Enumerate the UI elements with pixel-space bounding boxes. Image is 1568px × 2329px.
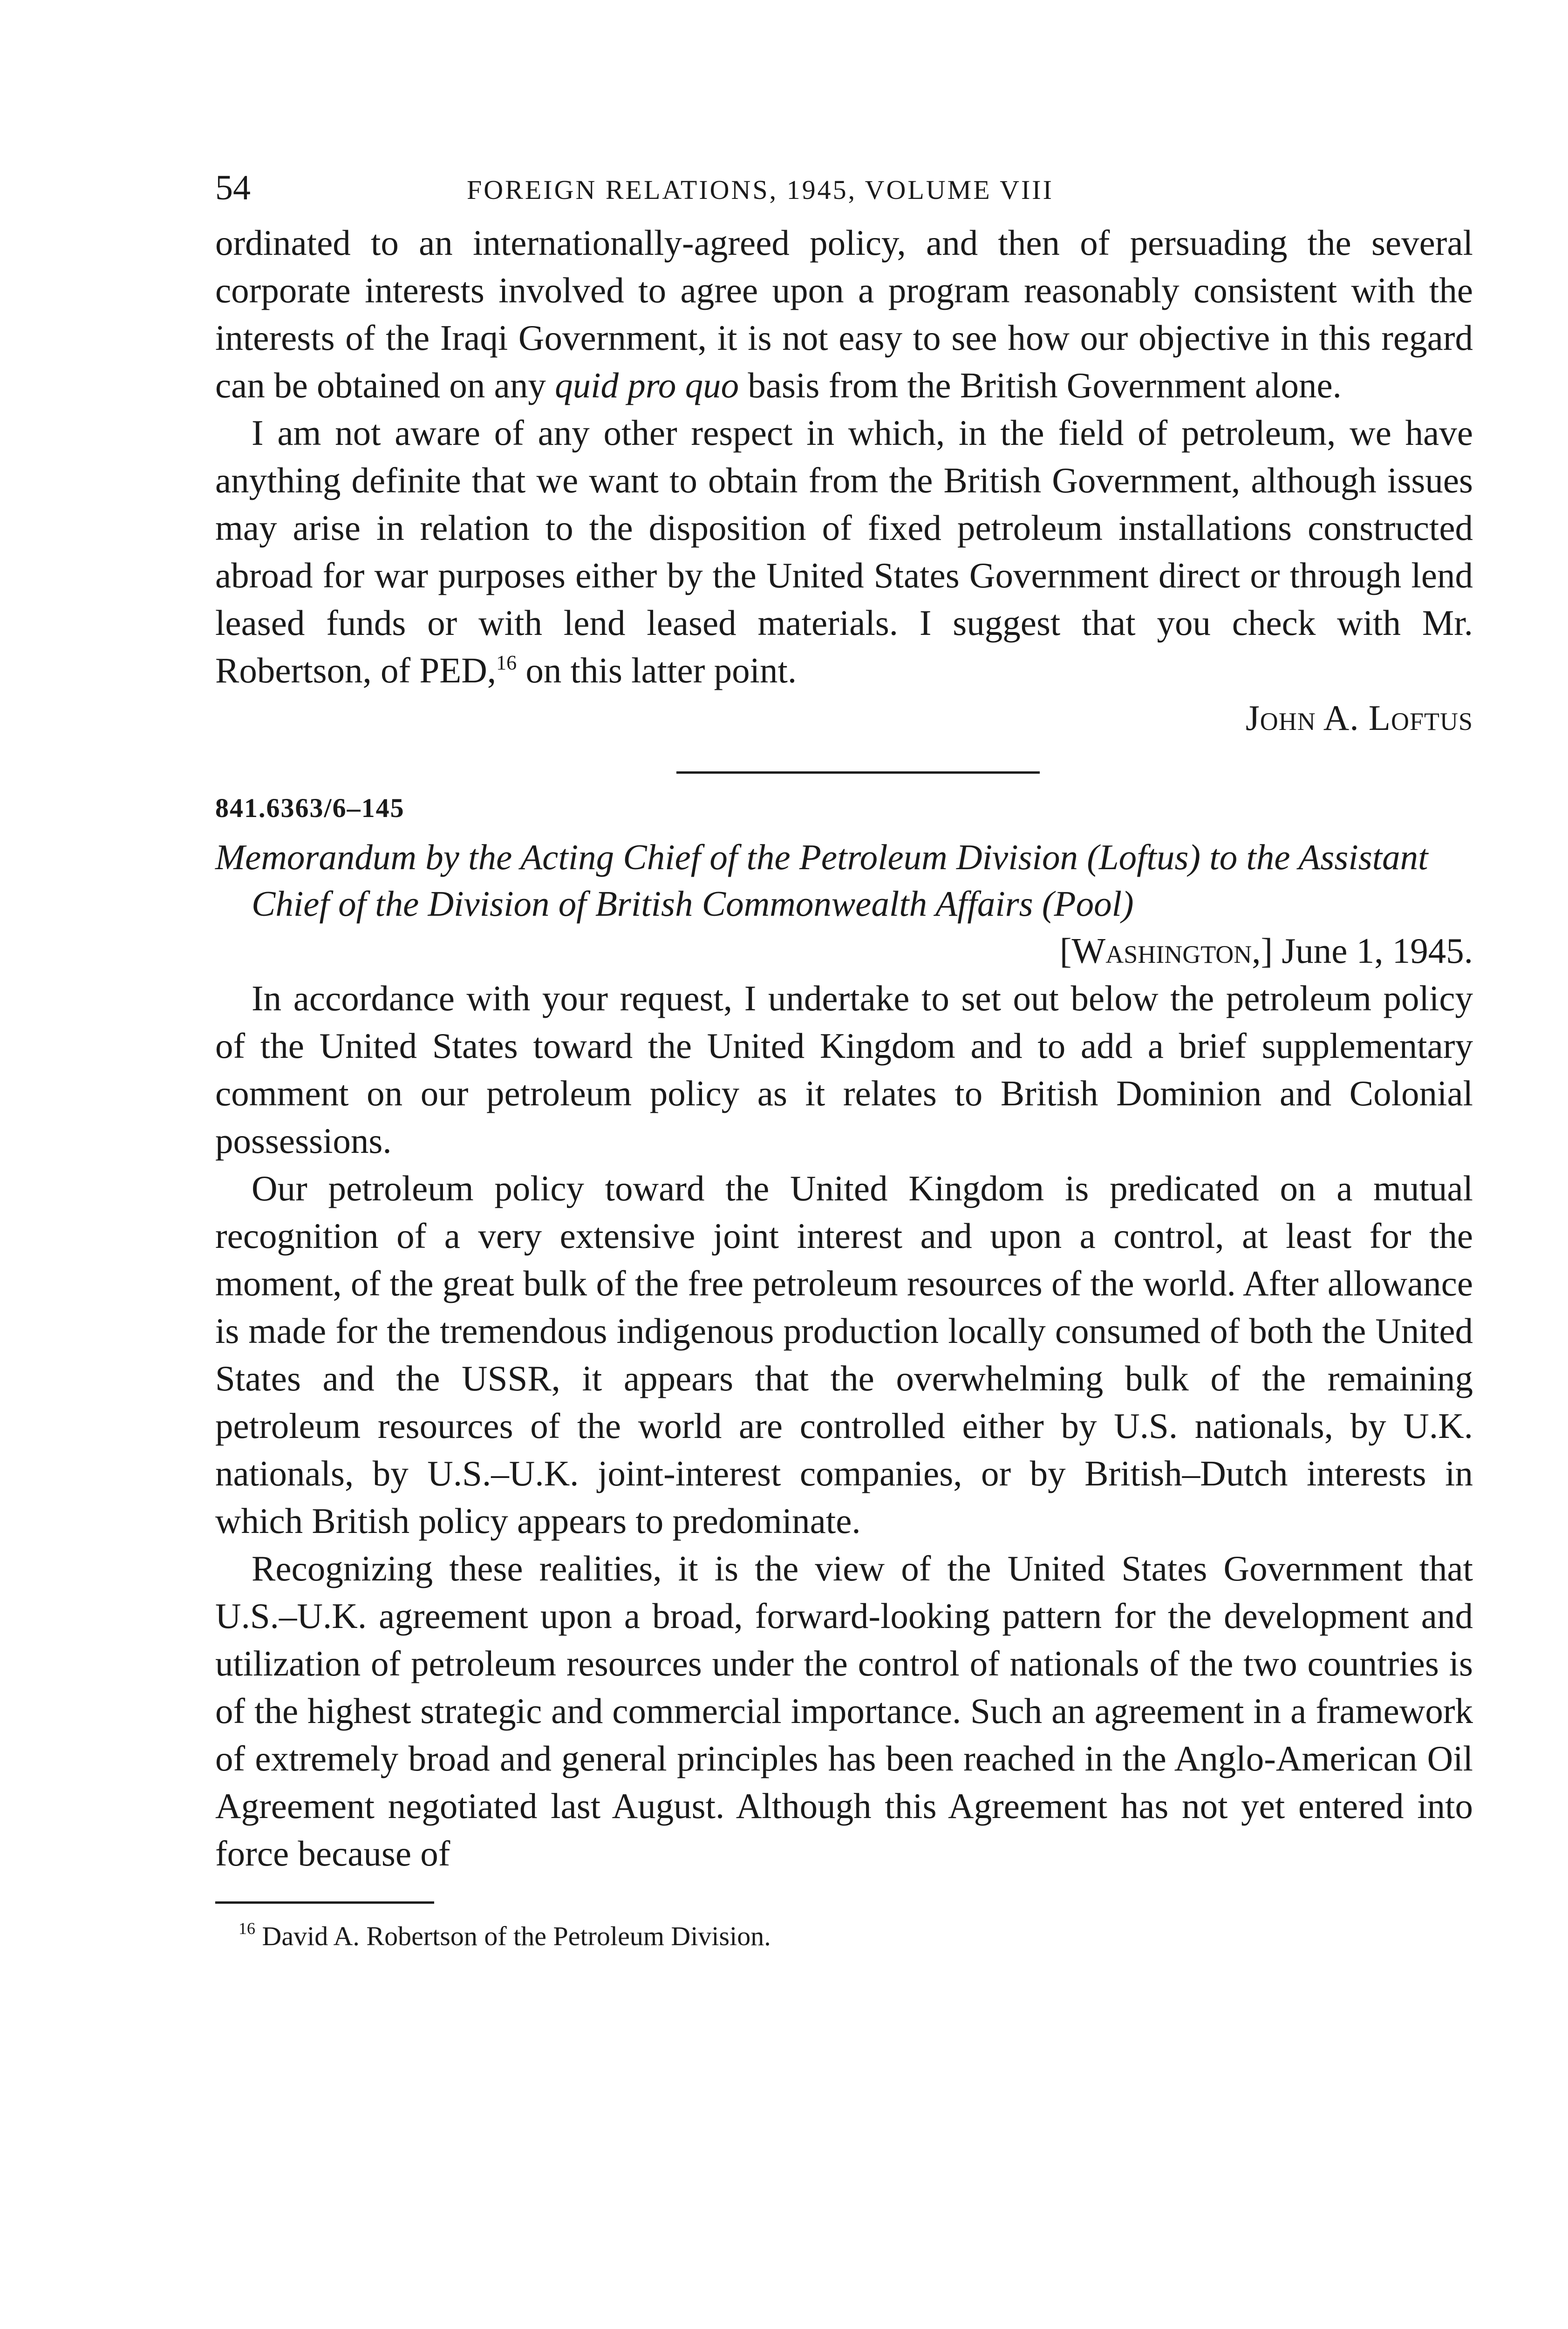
body-paragraph: In accordance with your request, I undertake to set out below the petroleum policy of the United States toward the United Kingdom and to add a brief supplementary comment on our petroleum policy as it relates to British Dominion and Colonial possessions. (215, 978, 1473, 1161)
petroleum-text: I am not aware of any other respect in which, in the field of petroleum, we have anything definite that we want to obtain from the British Government, although issues may arise in relation to the disposition of fixed petroleum installations constructed abroad for war purposes either by the United States Government direct or through lend leased funds or with lend leased materials. I suggest that you check with Mr. Robertson, of PED, (215, 413, 1473, 690)
dateline-place: [Washington,] (1059, 931, 1273, 971)
signature: John A. Loftus (1245, 698, 1473, 738)
file-number: 841.6363/6–145 (215, 793, 405, 823)
running-title: FOREIGN RELATIONS, 1945, VOLUME VIII (467, 175, 1054, 205)
memorandum-body (215, 974, 1473, 1877)
document-page (215, 168, 1473, 1955)
petroleum-paragraph (215, 409, 1473, 694)
section-divider (676, 771, 1040, 774)
footnote-text: David A. Robertson of the Petroleum Division. (255, 1921, 771, 1951)
body-paragraph: Recognizing these realities, it is the view of the United States Government that U.S.–U.K. agreement upon a broad, forward-looking pattern for the development and utilization of petroleum resources under the control of nationals of the two countries is of the highest strategic and commercial importance. Such an agreement in a framework of extremely broad and general principles has been reached in the Anglo-American Oil Agreement negotiated last August. Although this Agreement has not yet entered into force because of (215, 1548, 1473, 1873)
main-text (215, 219, 1473, 694)
body-paragraph: Our petroleum policy toward the United Kingdom is predicated on a mutual recognition of a very extensive joint interest and upon a control, at least for the moment, of the great bulk of the free petroleum resources of the world. After allowance is made for the tremendous indigenous production locally consumed of both the United States and the USSR, it appears that the overwhelming bulk of the remaining petroleum resources of the world are controlled either by U.S. nationals, by U.K. nationals, by U.S.–U.K. joint-interest companies, or by British–Dutch interests in which British policy appears to predominate. (215, 1168, 1473, 1541)
footnote (215, 1918, 1473, 1955)
dateline-date: June 1, 1945. (1273, 931, 1473, 971)
running-head (215, 168, 1473, 219)
latin-phrase: quid pro quo (555, 365, 739, 405)
continuation-text-end: basis from the British Government alone. (739, 365, 1342, 405)
page-number: 54 (215, 168, 251, 207)
continuation-paragraph (215, 219, 1473, 409)
document-title: Memorandum by the Acting Chief of the Petroleum Division (Loftus) to the Assistant Chief of the Division of British Commonwealth Affairs (Pool) (215, 837, 1428, 924)
continuation-text: ordinated to an internationally-agreed policy, and then of persuading the several corporate interests involved to agree upon a program reasonably consistent with the interests of the Iraqi Government, it is not easy to see how our objective in this regard can be obtained on any (215, 223, 1473, 405)
footnote-number: 16 (239, 1919, 255, 1938)
footnote-reference: 16 (496, 651, 517, 674)
dateline (215, 927, 1473, 974)
petroleum-text-end: on this latter point. (517, 650, 797, 690)
footnote-divider (215, 1901, 434, 1904)
